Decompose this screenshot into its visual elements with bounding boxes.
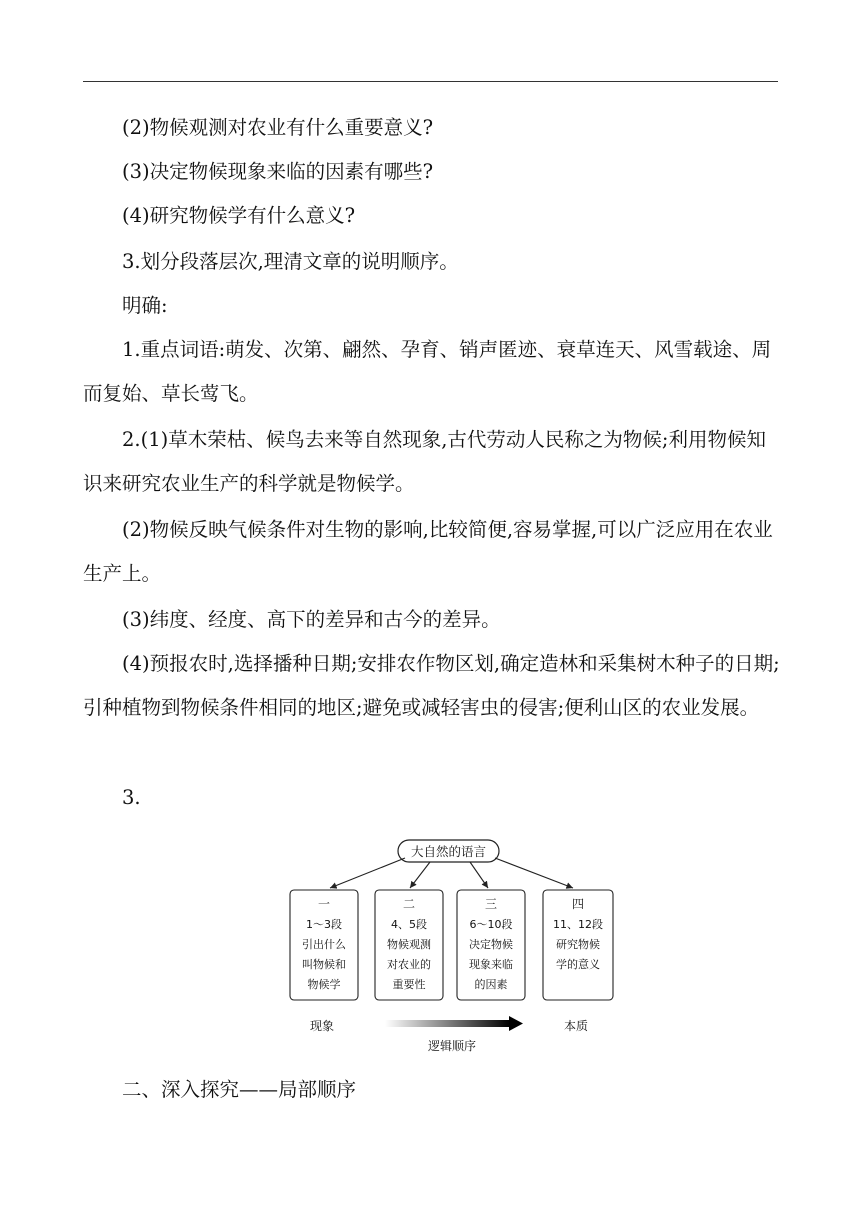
question-4: (4)研究物候学有什么意义? (122, 204, 356, 227)
section-box-3 (457, 890, 525, 1000)
section-2-line-2: 对农业的 (387, 958, 431, 971)
section-3-title: 三 (484, 897, 498, 911)
section-2-line-3: 重要性 (392, 978, 426, 991)
section-1-line-1: 引出什么 (302, 938, 346, 951)
section-4-line-1: 研究物候 (556, 938, 600, 951)
left-label-phenomenon: 现象 (309, 1019, 335, 1033)
section-3-line-2: 现象来临 (469, 958, 513, 971)
answer-2-1: 2.(1)草木荣枯、候鸟去来等自然现象,古代劳动人民称之为物候;利用物候知识来研究农业生产的科学就是物候学。 (83, 428, 766, 495)
answer-2-4: (4)预报农时,选择播种日期;安排农作物区划,确定造林和采集树木种子的日期;引种植物到物候条件相同的地区;避免或减轻害虫的侵害;便利山区的农业发展。 (83, 652, 780, 719)
answer-1: 1.重点词语:萌发、次第、翩然、孕育、销声匿迹、衰草连天、风雪载途、周而复始、草长莺飞。 (83, 338, 772, 405)
section-4-range: 11、12段 (553, 918, 603, 931)
section-3-line-3: 的因素 (474, 978, 508, 991)
section-3-line-1: 决定物候 (469, 938, 513, 951)
section-1-range: 1～3段 (306, 918, 342, 931)
section-2-title: 二 (402, 897, 416, 911)
connector-2 (410, 862, 430, 888)
structure-diagram (285, 832, 625, 1062)
root-label: 大自然的语言 (410, 844, 487, 859)
connector-1 (330, 858, 405, 888)
connector-4 (495, 858, 573, 888)
header-rule (83, 81, 778, 82)
section-4-title: 四 (571, 897, 585, 911)
section-1-line-2: 叫物候和 (302, 958, 346, 971)
section-box-4 (543, 890, 613, 1000)
section-1-line-3: 物候学 (307, 978, 341, 991)
right-label-essence: 本质 (563, 1019, 589, 1033)
section-2-range: 4、5段 (391, 918, 427, 931)
section-box-1 (290, 890, 358, 1000)
answer-3: 3. (122, 786, 141, 809)
section-4-line-2: 学的意义 (556, 958, 600, 971)
task-3: 3.划分段落层次,理清文章的说明顺序。 (122, 250, 459, 273)
answer-2-2: (2)物候反映气候条件对生物的影响,比较简便,容易掌握,可以广泛应用在农业生产上。 (83, 518, 773, 585)
logic-order-label: 逻辑顺序 (427, 1039, 477, 1053)
question-2: (2)物候观测对农业有什么重要意义? (122, 116, 434, 139)
answer-2-3: (3)纬度、经度、高下的差异和古今的差异。 (122, 608, 501, 631)
connector-3 (470, 862, 488, 888)
answer-label: 明确: (122, 294, 168, 317)
logic-order-arrow (385, 1016, 523, 1031)
question-3: (3)决定物候现象来临的因素有哪些? (122, 160, 434, 183)
section-3-range: 6～10段 (469, 918, 513, 931)
section-box-2 (375, 890, 443, 1000)
section-heading: 二、深入探究——局部顺序 (122, 1078, 357, 1101)
section-1-title: 一 (317, 897, 331, 911)
section-2-line-1: 物候观测 (387, 938, 431, 951)
